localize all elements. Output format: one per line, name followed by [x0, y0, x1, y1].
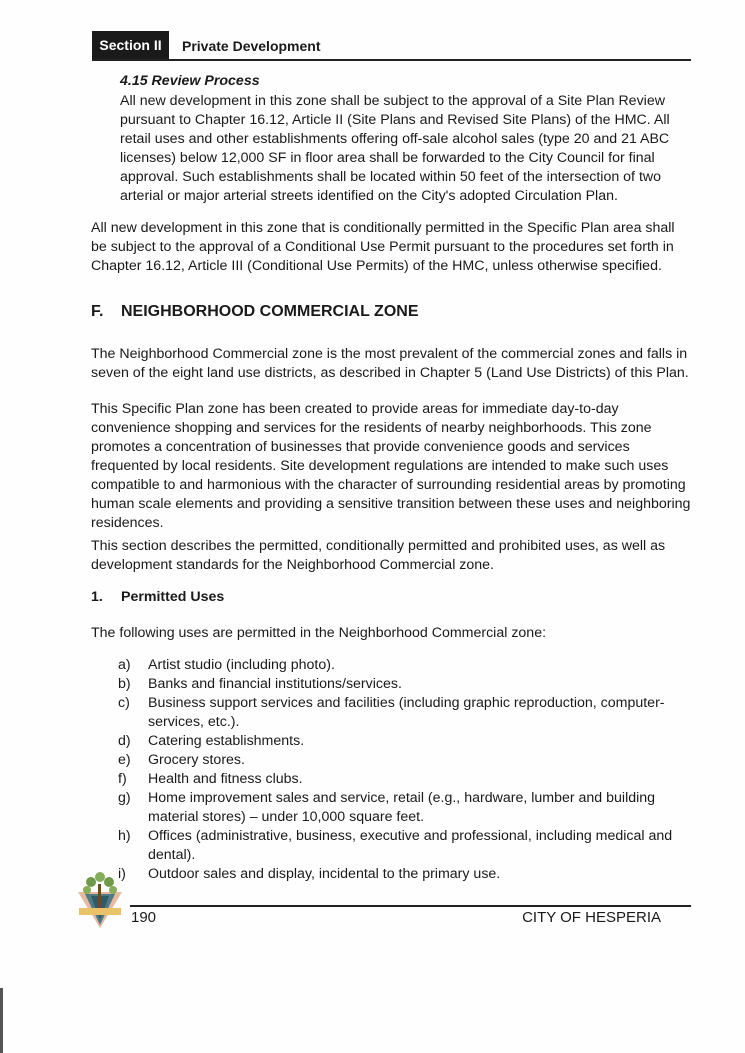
- permitted-uses-list: [118, 656, 693, 884]
- section-f-number: F.: [91, 303, 104, 320]
- page-header: [92, 31, 691, 61]
- city-logo-icon: [75, 870, 125, 930]
- list-item: a) Artist studio (including photo).: [118, 657, 335, 673]
- section-f-paragraph-1: The Neighborhood Commercial zone is the most prevalent of the commercial zones and falls in seven of the eight land use districts, as described in Chapter 5 (Land Use Districts) of this Plan.: [91, 346, 689, 381]
- list-item: d) Catering establishments.: [118, 733, 305, 749]
- list-item: b) Banks and financial institutions/services.: [118, 676, 402, 692]
- section-f-paragraph-2: This Specific Plan zone has been created to provide areas for immediate day-to-day convenience shopping and services for the residents of nearby neighborhoods. This zone promotes a concentration of businesses that provide convenience goods and services frequented by local residents. Site development regulations are intended to make such uses compatible to and harmonious with the character of surrounding residential areas by promoting human scale elements and providing a sensitive transition between these uses and neighboring residences.: [91, 401, 691, 531]
- scan-edge: [0, 988, 3, 1053]
- footer-organization: CITY OF HESPERIA: [522, 909, 661, 926]
- list-item: h) Offices (administrative, business, executive and professional, including medical and dental).: [118, 828, 673, 863]
- section-title: Private Development: [182, 38, 321, 54]
- list-item: g) Home improvement sales and service, retail (e.g., hardware, lumber and building material stores) – under 10,000 square feet.: [118, 790, 656, 825]
- footer-rule: [130, 905, 691, 907]
- cup-paragraph: All new development in this zone that is conditionally permitted in the Specific Plan area shall be subject to the approval of a Conditional Use Permit pursuant to the procedures set forth in Chapter 16.12, Article III (Conditional Use Permits) of the HMC, unless otherwise specified.: [91, 220, 675, 274]
- section-f-paragraph-3: This section describes the permitted, conditionally permitted and prohibited uses, as well as development standards for the Neighborhood Commercial zone.: [91, 538, 666, 573]
- list-item: i) Outdoor sales and display, incidental to the primary use.: [118, 866, 501, 882]
- review-process-heading: 4.15 Review Process: [120, 73, 260, 89]
- page-number: 190: [131, 909, 157, 926]
- review-process-body: All new development in this zone shall be subject to the approval of a Site Plan Review pursuant to Chapter 16.12, Article II (Site Plans and Revised Site Plans) of the HMC. All retail uses and other establishments offering off-sale alcohol sales (type 20 and 21 ABC licenses) below 12,000 SF in floor area shall be forwarded to the City Council for final approval. Such establishments shall be located within 50 feet of the intersection of two arterial or major arterial streets identified on the City's adopted Circulation Plan.: [120, 93, 670, 204]
- permitted-uses-intro: The following uses are permitted in the Neighborhood Commercial zone:: [91, 625, 547, 641]
- section-label: Section II: [92, 31, 169, 59]
- permitted-uses-heading: [91, 589, 224, 605]
- list-item: f) Health and fitness clubs.: [118, 771, 303, 787]
- list-item: e) Grocery stores.: [118, 752, 245, 768]
- permitted-uses-number: 1.: [91, 589, 103, 605]
- section-f-heading: [91, 303, 418, 321]
- section-f-title: NEIGHBORHOOD COMMERCIAL ZONE: [121, 303, 419, 320]
- permitted-uses-title: Permitted Uses: [121, 589, 225, 605]
- list-item: c) Business support services and facilities (including graphic reproduction, computer-services, etc.).: [118, 695, 665, 730]
